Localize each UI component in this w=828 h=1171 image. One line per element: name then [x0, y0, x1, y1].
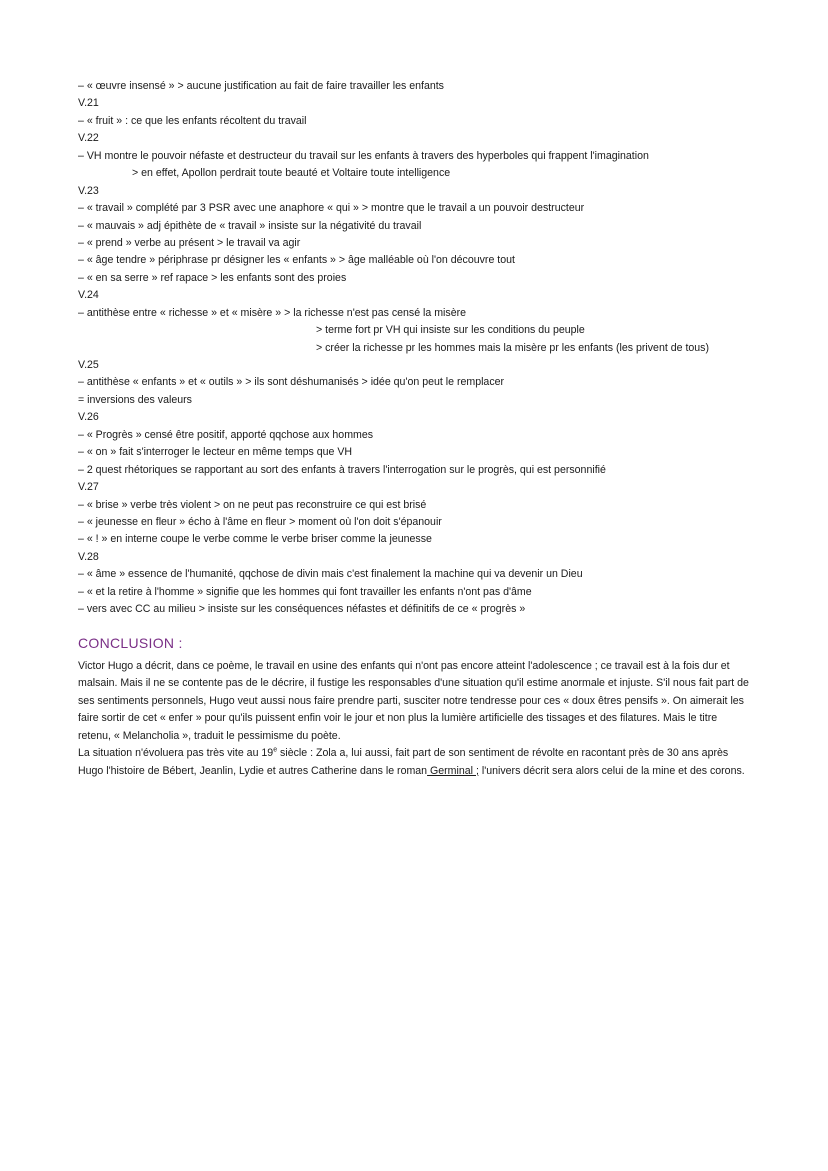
note-line: – « âme » essence de l'humanité, qqchose de divin mais c'est finalement la machine qui va devenir un Dieu [78, 568, 583, 581]
notes-list [78, 78, 758, 619]
text-span: l'univers décrit sera alors celui de la mine et des corons. [478, 764, 745, 777]
note-line: – « œuvre insensé » > aucune justification au fait de faire travailler les enfants [78, 80, 444, 92]
conclusion-body [78, 658, 750, 780]
note-line: – « en sa serre » ref rapace > les enfants sont des proies [78, 271, 347, 284]
verse-label: V.23 [78, 184, 99, 197]
conclusion-heading: CONCLUSION : [78, 635, 183, 651]
verse-label: V.24 [78, 289, 99, 302]
note-line: = inversions des valeurs [78, 393, 192, 406]
note-line: – « brise » verbe très violent > on ne peut pas reconstruire ce qui est brisé [78, 498, 427, 511]
conclusion-paragraph: Victor Hugo a décrit, dans ce poème, le travail en usine des enfants qui n'ont pas encore atteint l'adolescence ; ce travail est à la fois dur et malsain. Mais il ne se contente pas de le décrire, il fustige les responsables d'une situation qu'il estime anormale et injuste. S'il nous fait part de ses sentiments personnels, Hugo veut aussi nous faire prendre parti, susciter notre tendresse pour ces « doux êtres pensifs ». On aimerait les faire sortir de cet « enfer » pour qu'ils puissent enfin voir le jour et non plus la lumière artificielle des tissages et des filatures. Mais le titre retenu, « Melancholia », traduit le pessimisme du poète. [78, 660, 749, 742]
verse-label: V.27 [78, 481, 99, 494]
note-line: – antithèse « enfants » et « outils » > ils sont déshumanisés > idée qu'on peut le remplacer [78, 376, 505, 389]
note-line: – « on » fait s'interroger le lecteur en même temps que VH [78, 446, 353, 459]
note-line: – antithèse entre « richesse » et « misère » > la richesse n'est pas censé la misère [78, 306, 467, 319]
note-line: – vers avec CC au milieu > insiste sur les conséquences néfastes et définitifs de ce « progrès » [78, 603, 526, 616]
note-line: – « travail » complété par 3 PSR avec une anaphore « qui » > montre que le travail a un pouvoir destructeur [78, 202, 585, 215]
note-line: – « prend » verbe au présent > le travail va agir [78, 236, 301, 249]
note-line: – « fruit » : ce que les enfants récoltent du travail [78, 114, 307, 127]
superscript: e [273, 746, 278, 754]
conclusion-paragraph-2 [78, 745, 750, 780]
verse-label: V.22 [78, 132, 99, 145]
verse-label: V.28 [78, 550, 99, 563]
note-line: – 2 quest rhétoriques se rapportant au sort des enfants à travers l'interrogation sur le progrès, qui est personnifié [78, 463, 606, 476]
note-line: – « jeunesse en fleur » écho à l'âme en fleur > moment où l'on doit s'épanouir [78, 515, 442, 528]
book-title: Germinal ; [427, 764, 479, 777]
verse-label: V.26 [78, 411, 99, 424]
note-line: – « mauvais » adj épithète de « travail » insiste sur la négativité du travail [78, 219, 422, 232]
note-subline: > créer la richesse pr les hommes mais la misère pr les enfants (les privent de tous) [316, 341, 710, 354]
text-span: siècle : Zola a, lui aussi, fait part de son sentiment de révolte en racontant près de 30 ans après Hugo l'histoire de Bébert, Jeanlin, Lydie et autres Catherine dans le roman [78, 747, 729, 777]
note-line: – VH montre le pouvoir néfaste et destructeur du travail sur les enfants à travers des hyperboles qui frappent l'imagination [78, 149, 649, 162]
note-subline: > en effet, Apollon perdrait toute beauté et Voltaire toute intelligence [132, 167, 451, 180]
text-span: La situation n'évoluera pas très vite au 19 [78, 747, 274, 760]
verse-label: V.25 [78, 359, 99, 371]
note-line: – « ! » en interne coupe le verbe comme le verbe briser comme la jeunesse [78, 533, 432, 546]
verse-label: V.21 [78, 97, 99, 110]
note-line: – « âge tendre » périphrase pr désigner les « enfants » > âge malléable où l'on découvre tout [78, 254, 515, 267]
note-subline: > terme fort pr VH qui insiste sur les conditions du peuple [316, 324, 585, 337]
note-line: – « Progrès » censé être positif, apporté qqchose aux hommes [78, 428, 374, 441]
note-line: – « et la retire à l'homme » signifie que les hommes qui font travailler les enfants n'ont pas d'âme [78, 585, 532, 598]
